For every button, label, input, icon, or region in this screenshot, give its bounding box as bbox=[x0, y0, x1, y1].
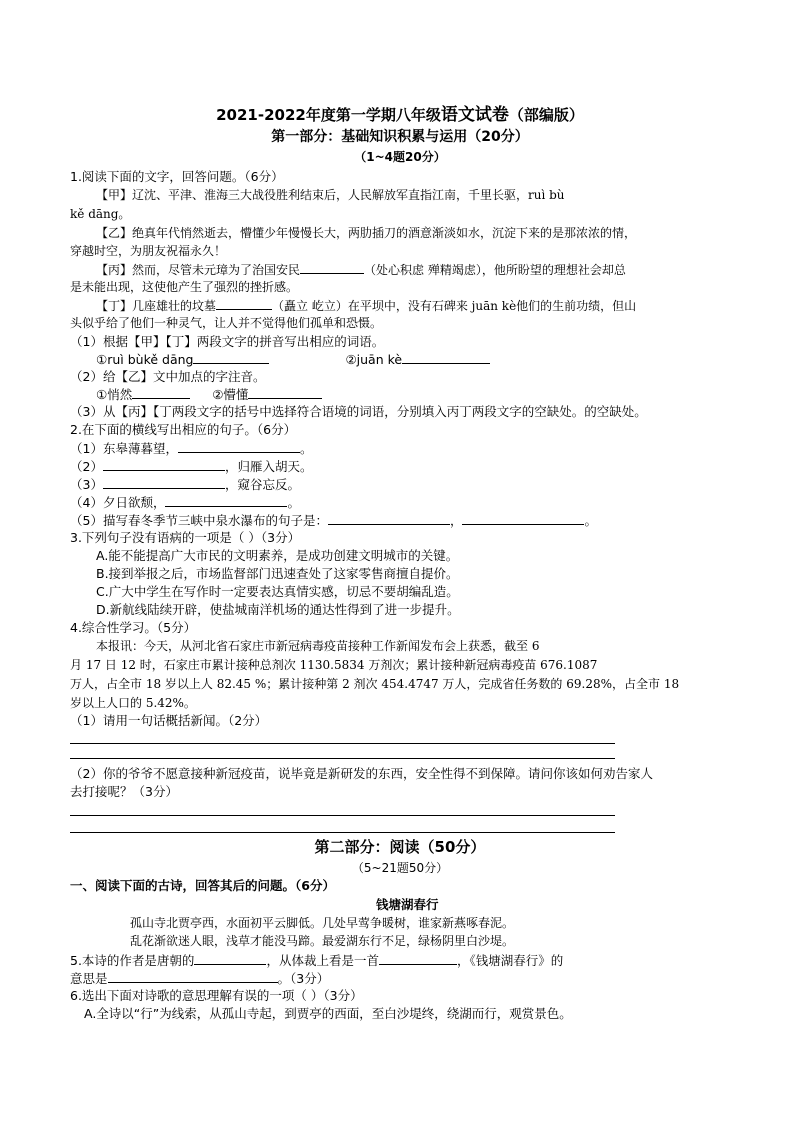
q2-line5-comma: ， bbox=[449, 513, 463, 528]
q5-genre-blank[interactable] bbox=[379, 951, 457, 965]
q4-sub2-answer-line1[interactable] bbox=[70, 815, 615, 816]
q2-line5-end: 。 bbox=[584, 513, 597, 528]
q3-option-b: B.接到举报之后，市场监督部门迅速查处了这家零售商擅自提价。 bbox=[96, 566, 459, 581]
q5-meaning-blank[interactable] bbox=[108, 969, 278, 983]
q1-ding-line1 bbox=[70, 296, 636, 315]
q5-text-e: 。（3分） bbox=[277, 971, 330, 986]
q1-bing-text-b: （处心积虑 殚精竭虑），他所盼望的理想社会却总 bbox=[364, 263, 626, 277]
q3-stem: 3.下列句子没有语病的一项是（ ）（3分） bbox=[70, 530, 301, 545]
part1-range: （1~4题20分） bbox=[354, 150, 446, 164]
q4-news-line4: 岁以上人口的 5.42%。 bbox=[70, 696, 196, 710]
q1-sub2: （2）给【乙】文中加点的字注音。 bbox=[70, 369, 266, 384]
exam-title bbox=[70, 104, 730, 126]
q1-sub1-a-label: ①ruì bùkě dāng bbox=[96, 352, 194, 367]
q1-sub2-b-label: ②懵懂 bbox=[212, 387, 249, 402]
q5-text-b: ，从体裁上看是一首 bbox=[266, 953, 379, 968]
q5-text-c: ，《钱塘湖春行》的 bbox=[456, 953, 564, 968]
q2-line1-blank[interactable] bbox=[178, 439, 300, 453]
q2-line4-blank[interactable] bbox=[165, 493, 287, 507]
q4-sub1-answer-line2[interactable] bbox=[70, 758, 615, 759]
title-subject: 语文试卷 bbox=[440, 105, 509, 125]
part1-title: 第一部分：基础知识积累与运用（20分） bbox=[271, 129, 529, 145]
q4-sub2-line2: 去打接呢？（3分） bbox=[70, 784, 178, 799]
part2-section1: 一、阅读下面的古诗，回答其后的问题。（6分） bbox=[70, 878, 335, 893]
q2-line2-text: ，归雁入胡天。 bbox=[224, 459, 313, 474]
q5-author-blank[interactable] bbox=[194, 951, 266, 965]
q6-option-a: A.全诗以“行”为线索，从孤山寺起，到贾亭的西面，至白沙堤终，绕湖而行，观赏景色。 bbox=[84, 1006, 572, 1021]
q1-bing-text-a: 【丙】然而，尽管未元璋为了治国安民 bbox=[96, 263, 301, 277]
q1-sub1-b-blank[interactable] bbox=[402, 350, 490, 364]
q1-yi-line2: 穿越时空，为朋友祝福永久！ bbox=[70, 244, 227, 258]
q1-bing-line2: 是未能出现，这使他产生了强烈的挫折感。 bbox=[70, 280, 299, 294]
q2-line1-text: （1）东皋薄暮望， bbox=[70, 441, 178, 456]
poem-line2: 乱花渐欲迷人眼，浅草才能没马蹄。最爱湖东行不足，绿杨阴里白沙堤。 bbox=[130, 934, 515, 948]
q1-sub1-answers bbox=[70, 350, 490, 369]
q1-sub2-b-blank[interactable] bbox=[248, 385, 322, 399]
q2-line2 bbox=[70, 457, 312, 476]
q2-line3-num: （3） bbox=[70, 477, 103, 492]
q2-line4 bbox=[70, 493, 300, 512]
q2-line5-text: （5）描写春冬季节三峡中泉水瀑布的句子是： bbox=[70, 513, 328, 528]
q4-news-line2: 月 17 日 12 时，石家庄市累计接种总剂次 1130.5834 万剂次；累计接种新冠病毒疫苗 676.1087 bbox=[70, 658, 598, 672]
q1-sub3: （3）从【丙】【丁两段文字的括号中选择符合语境的词语，分别填入丙丁两段文字的空缺处。的空缺处。 bbox=[70, 404, 647, 419]
q1-ding-line2: 头似乎给了他们一种灵气，让人并不觉得他们孤单和恐慑。 bbox=[70, 316, 383, 330]
q2-line5-blank-a[interactable] bbox=[328, 511, 450, 525]
q2-line4-text: （4）夕日欲颓， bbox=[70, 495, 166, 510]
part2-title: 第二部分：阅读（50分） bbox=[314, 838, 486, 856]
q2-line3 bbox=[70, 475, 300, 494]
q4-stem: 4.综合性学习。（5分） bbox=[70, 620, 197, 635]
q2-line2-blank[interactable] bbox=[103, 457, 225, 471]
q4-sub1: （1）请用一句话概括新闻。（2分） bbox=[70, 713, 268, 728]
q2-line3-blank[interactable] bbox=[103, 475, 225, 489]
q1-sub1-a-blank[interactable] bbox=[193, 350, 269, 364]
q5-line2 bbox=[70, 969, 329, 988]
q1-sub2-a-label: ①悄然 bbox=[96, 387, 133, 402]
q2-line4-end: 。 bbox=[287, 495, 300, 510]
q2-line1 bbox=[70, 439, 312, 458]
q4-sub2-answer-line2[interactable] bbox=[70, 832, 615, 833]
q3-option-c: C.广大中学生在写作时一定要表达真情实感，切忌不要胡编乱造。 bbox=[96, 584, 459, 599]
q2-line5-blank-b[interactable] bbox=[462, 511, 584, 525]
q1-jia-line2: kě dāng。 bbox=[70, 207, 131, 221]
q1-yi-line1: 【乙】绝真年代悄然逝去，懵懂少年慢慢长大，两肋插刀的酒意渐淡如水，沉淀下来的是那浓浓的情， bbox=[96, 226, 637, 240]
q1-ding-blank[interactable] bbox=[216, 296, 272, 310]
q5-text-a: 5.本诗的作者是唐朝的 bbox=[70, 953, 195, 968]
poem-line1: 孤山寺北贾亭西，水面初平云脚低。几处早莺争暖树，谁家新燕啄春泥。 bbox=[130, 916, 515, 930]
q2-line2-num: （2） bbox=[70, 459, 103, 474]
title-year: 2021-2022年度第一学期八年级 bbox=[216, 106, 441, 124]
q2-stem: 2.在下面的横线写出相应的句子。（6分） bbox=[70, 422, 297, 437]
q3-option-d: D.新航线陆续开辟，使盐城南洋机场的通达性得到了进一步提升。 bbox=[96, 602, 460, 617]
q2-line3-text: ，窥谷忘反。 bbox=[224, 477, 300, 492]
q1-jia-line1: 【甲】辽沈、平津、淮海三大战役胜利结束后，人民解放军直指江南，千里长驱，ruì bù bbox=[96, 188, 565, 202]
q1-bing-blank[interactable] bbox=[300, 260, 364, 274]
q1-sub2-answers bbox=[70, 385, 322, 404]
q1-sub1: （1）根据【甲】【丁】两段文字的拼音写出相应的词语。 bbox=[70, 334, 385, 349]
poem-title: 钱塘湖春行 bbox=[376, 897, 439, 912]
q4-sub2-line1: （2）你的爷爷不愿意接种新冠疫苗，说毕竟是新研发的东西，安全性得不到保障。请问你该如何劝告家人 bbox=[70, 766, 653, 781]
part2-range: （5~21题50分） bbox=[351, 861, 449, 875]
q2-line5 bbox=[70, 511, 597, 530]
q4-sub1-answer-line1[interactable] bbox=[70, 743, 615, 744]
q3-option-a: A.能不能提高广大市民的文明素养，是成功创建文明城市的关键。 bbox=[96, 548, 459, 563]
q6-stem: 6.选出下面对诗歌的意思理解有误的一项（ ）（3分） bbox=[70, 988, 363, 1003]
q1-sub2-a-blank[interactable] bbox=[132, 385, 190, 399]
q1-stem: 1.阅读下面的文字，回答问题。（6分） bbox=[70, 169, 284, 184]
title-edition: （部编版） bbox=[508, 106, 584, 124]
q1-ding-text-a: 【丁】几座雄壮的坟墓 bbox=[96, 299, 217, 313]
q1-bing-line1 bbox=[70, 260, 626, 279]
q1-ding-text-b: （矗立 屹立）在平坝中，没有石碑来 juān kè他们的生前功绩，但山 bbox=[272, 299, 637, 313]
q5-line1 bbox=[70, 951, 563, 970]
q4-news-line1: 本报讯：今天，从河北省石家庄市新冠病毒疫苗接种工作新闻发布会上获悉，截至 6 bbox=[96, 639, 540, 653]
q2-line1-end: 。 bbox=[299, 441, 313, 456]
q5-text-d: 意思是 bbox=[70, 971, 108, 986]
q4-news-line3: 万人，占全市 18 岁以上人 82.45 %；累计接种第 2 剂次 454.4747 万人，完成省任务数的 69.28%，占全市 18 bbox=[70, 677, 680, 691]
q1-sub1-b-label: ②juān kè bbox=[345, 352, 403, 367]
